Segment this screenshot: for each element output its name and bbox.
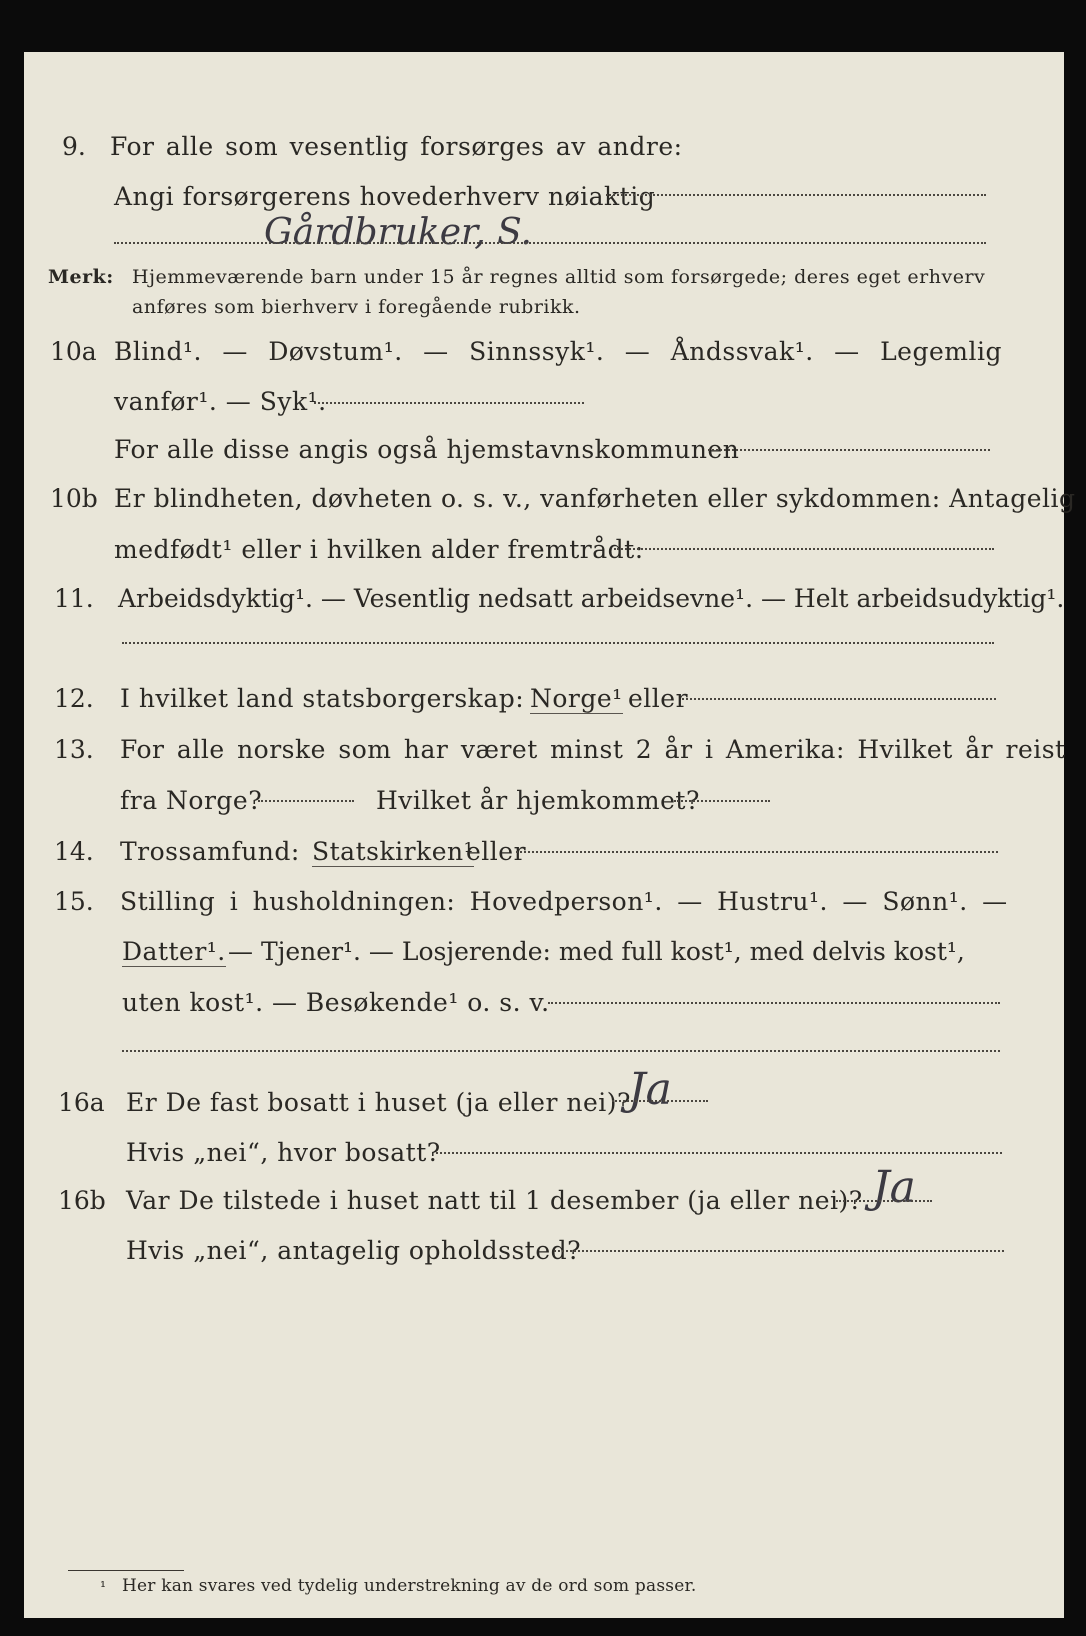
q12-number: 12.: [54, 684, 94, 713]
q16b-line2: Hvis „nei“, antagelig opholdssted?: [126, 1236, 582, 1265]
q16b-line1-dots: [836, 1200, 932, 1202]
q13-line1: For alle norske som har været minst 2 år i Amerika: Hvilket år reist: [120, 735, 1066, 764]
q15-line3-dots: [548, 1002, 1000, 1004]
q15-number: 15.: [54, 887, 94, 916]
q13-dots-a: [258, 800, 354, 802]
q15-line1: Stilling i husholdningen: Hovedperson¹. — Hustru¹. — Sønn¹. —: [120, 887, 1008, 916]
q16a-line2-dots: [436, 1152, 1002, 1154]
q14-text-a: Trossamfund:: [120, 837, 300, 866]
q12-text-a: I hvilket land statsborgerskap:: [120, 684, 525, 713]
q10b-number: 10b: [50, 484, 98, 513]
q15-datter-underlined: Datter¹.: [122, 937, 226, 966]
q9-line2: Angi forsørgerens hovederhverv nøiaktig: [114, 182, 656, 211]
q14-statskirken-underlined: Statskirken¹: [312, 837, 475, 866]
q15-line2b: — Tjener¹. — Losjerende: med full kost¹, med delvis kost¹,: [228, 937, 965, 966]
q9-answer-line: [114, 242, 986, 244]
q13-dots-b: [674, 800, 770, 802]
q16b-line1: Var De tilstede i huset natt til 1 desember (ja eller nei)?: [126, 1186, 863, 1215]
q15-answer-line: [122, 1050, 1000, 1052]
q9-line2-dots: [606, 194, 986, 196]
q15-line3: uten kost¹. — Besøkende¹ o. s. v.: [122, 988, 550, 1017]
q16b-answer-handwriting: Ja: [872, 1162, 916, 1213]
q14-text-c: eller: [466, 837, 527, 866]
q10b-line1: Er blindheten, døvheten o. s. v., vanførheten eller sykdommen: Antagelig: [114, 484, 1076, 513]
q9-answer-handwriting: Gårdbruker, S.: [264, 212, 532, 253]
q13-line2b: Hvilket år hjemkommet?: [376, 786, 700, 815]
merk-line1: Hjemmeværende barn under 15 år regnes alltid som forsørgede; deres eget erhverv: [132, 266, 986, 288]
footnote-text: Her kan svares ved tydelig understrekning av de ord som passer.: [122, 1576, 697, 1596]
q16a-line1-dots: [612, 1100, 708, 1102]
q10b-line2: medfødt¹ eller i hvilken alder fremtrådt:: [114, 535, 644, 564]
footnote-rule: [68, 1570, 184, 1571]
q13-number: 13.: [54, 735, 94, 764]
q10a-line2-dots: [314, 402, 584, 404]
q10a-line3-dots: [708, 449, 990, 451]
q10a-line3: For alle disse angis også hjemstavnskommunen: [114, 435, 740, 464]
q12-text-c: eller: [628, 684, 689, 713]
q14-dots: [516, 851, 998, 853]
q13-line2a: fra Norge?: [120, 786, 263, 815]
q12-dots: [682, 698, 996, 700]
q11-number: 11.: [54, 584, 94, 613]
census-form-page: [24, 52, 1076, 1618]
q10b-line2-dots: [614, 548, 994, 550]
merk-line2: anføres som bierhverv i foregående rubrikk.: [132, 296, 581, 318]
merk-label: Merk:: [48, 266, 114, 288]
q16a-line2: Hvis „nei“, hvor bosatt?: [126, 1138, 441, 1167]
q16b-line2-dots: [554, 1250, 1004, 1252]
q11-line1: Arbeidsdyktig¹. — Vesentlig nedsatt arbeidsevne¹. — Helt arbeidsudyktig¹.: [118, 584, 1065, 613]
footnote-mark: ¹: [100, 1578, 107, 1596]
q16b-number: 16b: [58, 1186, 106, 1215]
q11-answer-line: [122, 642, 994, 644]
q9-line1: For alle som vesentlig forsørges av andre:: [110, 132, 683, 161]
q16a-answer-handwriting: Ja: [628, 1064, 672, 1115]
q10a-number: 10a: [50, 337, 97, 366]
q16a-number: 16a: [58, 1088, 105, 1117]
q10a-line1: Blind¹. — Døvstum¹. — Sinnssyk¹. — Åndssvak¹. — Legemlig: [114, 337, 1002, 366]
q10a-line2: vanfør¹. — Syk¹.: [114, 387, 327, 416]
q14-number: 14.: [54, 837, 94, 866]
q12-norge-underlined: Norge¹: [530, 684, 623, 713]
q9-number: 9.: [62, 132, 86, 161]
q16a-line1: Er De fast bosatt i huset (ja eller nei)?: [126, 1088, 631, 1117]
